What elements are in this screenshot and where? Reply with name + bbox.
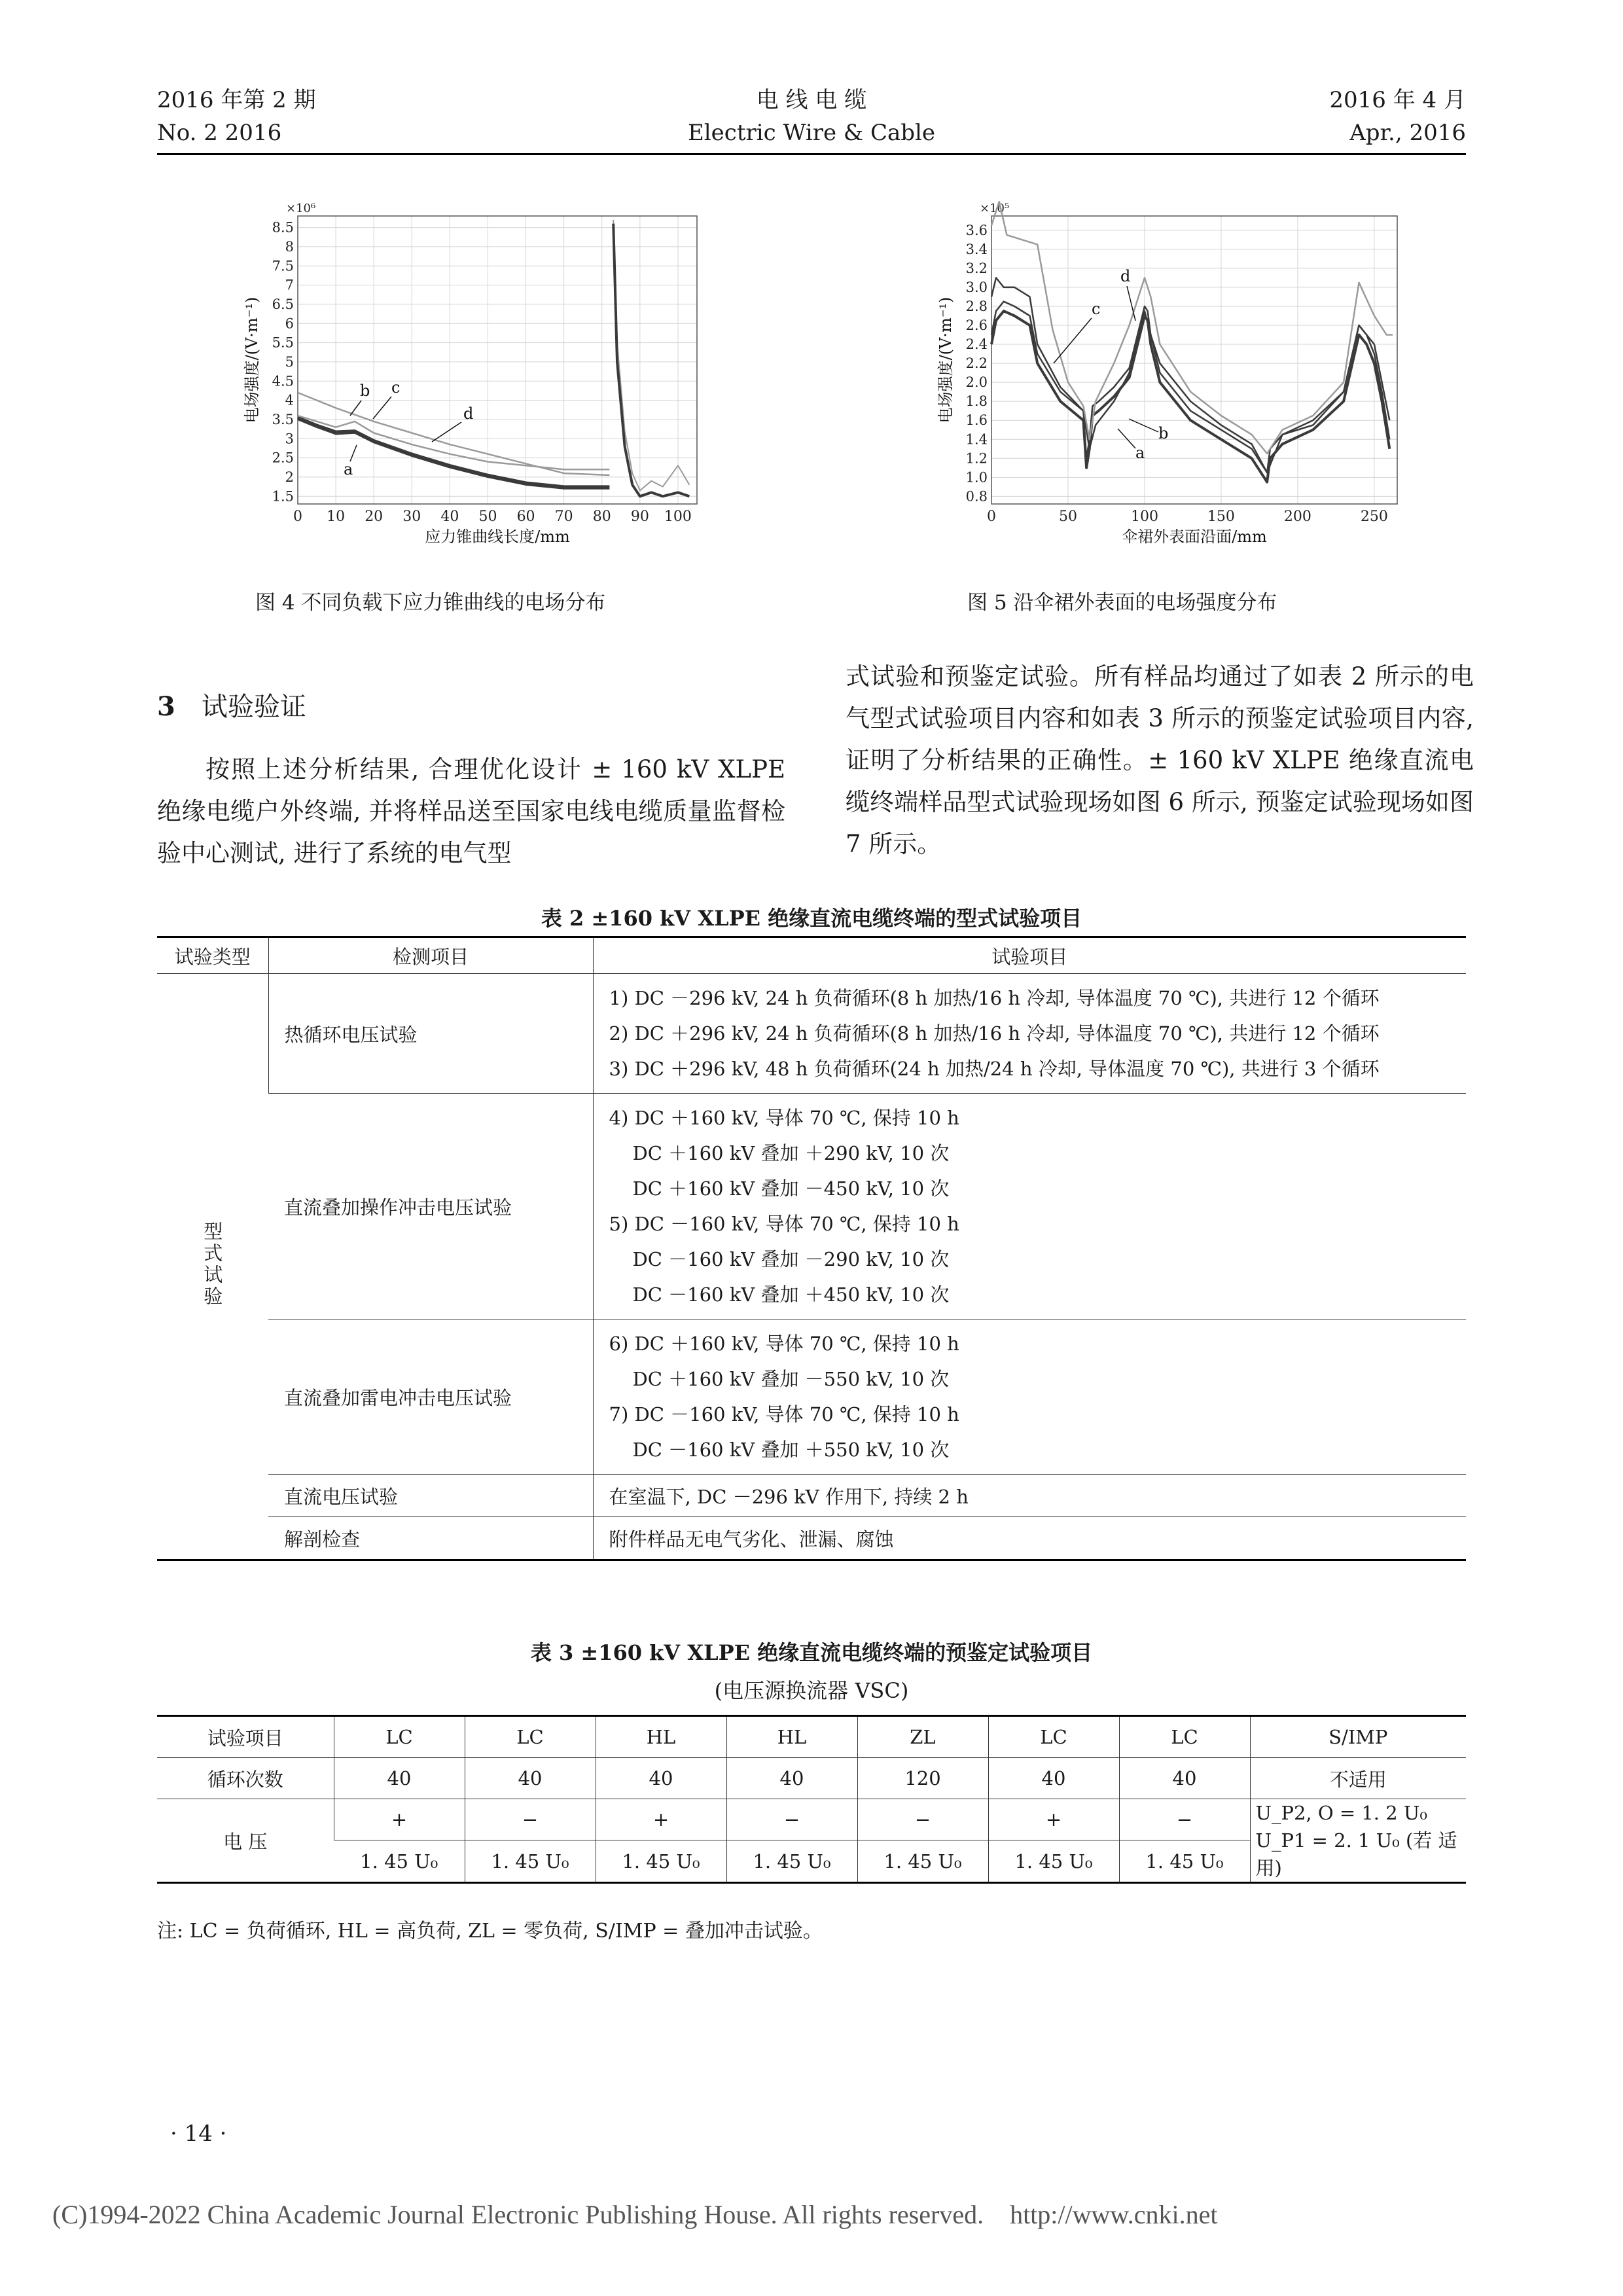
y-tick-label: 5.5 xyxy=(272,334,294,351)
test-item: 6) DC ＋160 kV, 导体 70 ℃, 保持 10 h xyxy=(609,1333,959,1355)
table-cell: + xyxy=(988,1799,1119,1840)
issue-cn: 2016 年第 2 期 xyxy=(157,87,316,113)
journal-name-en: Electric Wire & Cable xyxy=(687,120,936,146)
y-axis-label: 电场强度/(V·m⁻¹) xyxy=(243,296,261,423)
table-cell: 不适用 xyxy=(1250,1758,1466,1799)
x-tick-label: 50 xyxy=(1058,509,1077,525)
table-cell: − xyxy=(857,1799,988,1840)
items-cell xyxy=(593,1319,1466,1475)
section-title: 试验验证 xyxy=(201,692,306,722)
paragraph-left: 按照上述分析结果, 合理优化设计 ± 160 kV XLPE 绝缘电缆户外终端, 并将样品送至国家电线电缆质量监督检验中心测试, 进行了系统的电气型 xyxy=(157,755,785,867)
table-cell: 40 xyxy=(1119,1758,1250,1799)
simp-line: U_P1 = 2. 1 U₀ (若 适 用) xyxy=(1255,1829,1457,1879)
x-tick-label: 0 xyxy=(293,509,302,525)
y-tick-label: 4 xyxy=(285,392,294,408)
table-cell: 40 xyxy=(596,1758,726,1799)
table-cell: 1. 45 U₀ xyxy=(465,1840,596,1883)
table-cell: 1. 45 U₀ xyxy=(596,1840,726,1883)
y-tick-label: 3.5 xyxy=(272,411,294,427)
x-axis-label: 伞裙外表面沿面/mm xyxy=(1122,528,1267,546)
test-item: 3) DC ＋296 kV, 48 h 负荷循环(24 h 加热/24 h 冷却, 导体温度 70 ℃), 共进行 3 个循环 xyxy=(609,1058,1380,1080)
journal-date xyxy=(1073,84,1466,149)
table-cell: S/IMP xyxy=(1250,1716,1466,1758)
row-label: 电 压 xyxy=(157,1799,334,1883)
items-cell: 附件样品无电气劣化、泄漏、腐蚀 xyxy=(593,1517,1466,1560)
y-tick-label: 1.0 xyxy=(965,469,988,486)
table-row xyxy=(157,1716,1466,1758)
issue-en: No. 2 2016 xyxy=(157,120,282,146)
items-cell: 在室温下, DC －296 kV 作用下, 持续 2 h xyxy=(593,1475,1466,1517)
leader-line xyxy=(1127,286,1135,321)
test-item: 1) DC －296 kV, 24 h 负荷循环(8 h 加热/16 h 冷却, 导体温度 70 ℃), 共进行 12 个循环 xyxy=(609,987,1380,1009)
journal-name xyxy=(615,84,1008,149)
figure-4-caption: 图 4 不同负载下应力锥曲线的电场分布 xyxy=(255,591,606,615)
leader-line xyxy=(350,445,357,461)
table-row xyxy=(157,1517,1466,1560)
test-item: 7) DC －160 kV, 导体 70 ℃, 保持 10 h xyxy=(609,1403,959,1426)
table-cell: 40 xyxy=(988,1758,1119,1799)
y-tick-label: 7.5 xyxy=(272,258,294,274)
category-label: 型式试验 xyxy=(201,1221,224,1308)
table-cell: − xyxy=(726,1799,857,1840)
table-cell: LC xyxy=(334,1716,465,1758)
x-tick-label: 100 xyxy=(664,509,692,525)
x-tick-label: 40 xyxy=(440,509,459,525)
curve-label: a xyxy=(344,460,353,478)
y-tick-label: 2 xyxy=(285,469,294,485)
simp-line: U_P2, O = 1. 2 U₀ xyxy=(1255,1802,1427,1824)
x-tick-label: 200 xyxy=(1283,509,1311,525)
x-tick-label: 0 xyxy=(987,509,996,525)
header-check-item: 检测项目 xyxy=(268,937,593,974)
curve-label: c xyxy=(1092,300,1101,318)
table-3-caption-line1: 表 3 ±160 kV XLPE 绝缘直流电缆终端的预鉴定试验项目 xyxy=(530,1640,1093,1665)
exponent-label: ×10⁶ xyxy=(286,202,316,215)
table-cell: LC xyxy=(988,1716,1119,1758)
figure-5-caption: 图 5 沿伞裙外表面的电场强度分布 xyxy=(967,591,1277,615)
y-tick-label: 3.2 xyxy=(965,260,988,276)
table-row xyxy=(157,1319,1466,1475)
plot-frame xyxy=(991,216,1397,504)
table-cell: 40 xyxy=(726,1758,857,1799)
y-tick-label: 1.8 xyxy=(965,393,988,410)
test-item: 2) DC ＋296 kV, 24 h 负荷循环(8 h 加热/16 h 冷却, 导体温度 70 ℃), 共进行 12 个循环 xyxy=(609,1022,1380,1045)
section-heading xyxy=(157,686,306,723)
y-tick-label: 1.6 xyxy=(965,412,988,429)
x-tick-label: 50 xyxy=(478,509,497,525)
exponent-label: ×10⁵ xyxy=(980,202,1010,215)
category-cell xyxy=(157,974,268,1560)
curve-label: a xyxy=(1135,444,1145,462)
y-tick-label: 3.0 xyxy=(965,279,988,295)
table-note: 注: LC = 负荷循环, HL = 高负荷, ZL = 零负荷, S/IMP = 叠加冲击试验。 xyxy=(157,1920,823,1943)
y-tick-label: 2.0 xyxy=(965,374,988,391)
y-tick-label: 5 xyxy=(285,353,294,370)
x-tick-label: 20 xyxy=(365,509,383,525)
simp-cell xyxy=(1250,1799,1466,1883)
project-cell: 直流叠加操作冲击电压试验 xyxy=(268,1094,593,1319)
x-tick-label: 80 xyxy=(592,509,611,525)
items-cell xyxy=(593,974,1466,1094)
figure-4-chart xyxy=(216,196,726,563)
y-tick-label: 6.5 xyxy=(272,296,294,312)
table-cell: 1. 45 U₀ xyxy=(988,1840,1119,1883)
y-tick-label: 2.5 xyxy=(272,450,294,466)
table-cell: 120 xyxy=(857,1758,988,1799)
leader-line xyxy=(373,397,391,419)
leader-line xyxy=(350,401,361,416)
table-cell: 1. 45 U₀ xyxy=(1119,1840,1250,1883)
table-row xyxy=(157,1758,1466,1799)
items-cell xyxy=(593,1094,1466,1319)
y-tick-label: 8.5 xyxy=(272,219,294,236)
journal-issue xyxy=(157,84,550,149)
body-text-right xyxy=(846,656,1474,865)
x-tick-label: 10 xyxy=(327,509,346,525)
y-tick-label: 1.2 xyxy=(965,450,988,467)
curve-label: d xyxy=(1120,267,1131,285)
section-number: 3 xyxy=(157,691,175,722)
curve-label: d xyxy=(463,404,474,423)
table-header-row xyxy=(157,937,1466,974)
table-2 xyxy=(157,936,1466,1561)
table-cell: 1. 45 U₀ xyxy=(857,1840,988,1883)
y-tick-label: 7 xyxy=(285,277,294,293)
date-cn: 2016 年 4 月 xyxy=(1329,87,1466,113)
x-tick-label: 100 xyxy=(1130,509,1158,525)
project-cell: 解剖检查 xyxy=(268,1517,593,1560)
table-cell: 1. 45 U₀ xyxy=(334,1840,465,1883)
header-test-item: 试验项目 xyxy=(593,937,1466,974)
y-tick-label: 0.8 xyxy=(965,488,988,505)
page-number: · 14 · xyxy=(170,2121,227,2147)
y-tick-label: 3.6 xyxy=(965,222,988,238)
project-cell: 热循环电压试验 xyxy=(268,974,593,1094)
project-cell: 直流叠加雷电冲击电压试验 xyxy=(268,1319,593,1475)
y-tick-label: 6 xyxy=(285,315,294,332)
row-label: 循环次数 xyxy=(157,1758,334,1799)
y-tick-label: 3 xyxy=(285,431,294,447)
test-item: 4) DC ＋160 kV, 导体 70 ℃, 保持 10 h xyxy=(609,1107,959,1129)
date-en: Apr., 2016 xyxy=(1349,120,1466,146)
copyright-footer: (C)1994-2022 China Academic Journal Electronic Publishing House. All rights reserved. http://www.cnki.net xyxy=(52,2200,1218,2229)
test-item: DC ＋160 kV 叠加 －450 kV, 10 次 xyxy=(632,1177,950,1200)
y-tick-label: 2.6 xyxy=(965,317,988,333)
figure-5-chart xyxy=(910,196,1414,563)
test-item: 5) DC －160 kV, 导体 70 ℃, 保持 10 h xyxy=(609,1213,959,1235)
leader-line xyxy=(1054,318,1092,363)
table-cell: 1. 45 U₀ xyxy=(726,1840,857,1883)
paragraph-right: 式试验和预鉴定试验。所有样品均通过了如表 2 所示的电气型式试验项目内容和如表 3 所示的预鉴定试验项目内容, 证明了分析结果的正确性。± 160 kV XLPE 绝缘直流电缆终端样品型式试验现场如图 6 所示, 预鉴定试验现场如图 7 所示。 xyxy=(846,662,1474,858)
curve-label: b xyxy=(1158,424,1169,442)
leader-line xyxy=(1118,429,1135,448)
series-line-d xyxy=(991,202,1393,454)
y-tick-label: 2.2 xyxy=(965,355,988,372)
x-tick-label: 30 xyxy=(402,509,421,525)
x-tick-label: 60 xyxy=(516,509,535,525)
table-cell: LC xyxy=(465,1716,596,1758)
table-row xyxy=(157,1094,1466,1319)
y-tick-label: 2.4 xyxy=(965,336,988,353)
test-item: DC ＋160 kV 叠加 －550 kV, 10 次 xyxy=(632,1368,950,1390)
y-tick-label: 8 xyxy=(285,238,294,255)
y-tick-label: 3.4 xyxy=(965,241,988,257)
table-cell: − xyxy=(1119,1799,1250,1840)
table-cell: + xyxy=(596,1799,726,1840)
y-tick-label: 2.8 xyxy=(965,298,988,314)
plot-frame xyxy=(298,216,697,504)
table-3 xyxy=(157,1715,1466,1884)
y-tick-label: 4.5 xyxy=(272,373,294,389)
curve-label: b xyxy=(360,382,370,400)
x-tick-label: 150 xyxy=(1207,509,1235,525)
y-tick-label: 1.4 xyxy=(965,431,988,448)
test-item: DC －160 kV 叠加 ＋450 kV, 10 次 xyxy=(632,1283,950,1306)
table-row xyxy=(157,1475,1466,1517)
table-2-caption: 表 2 ±160 kV XLPE 绝缘直流电缆终端的型式试验项目 xyxy=(541,906,1082,931)
x-axis-label: 应力锥曲线长度/mm xyxy=(425,528,570,546)
table-3-caption xyxy=(157,1636,1466,1704)
y-axis-label: 电场强度/(V·m⁻¹) xyxy=(936,296,955,423)
table-cell: HL xyxy=(596,1716,726,1758)
table-cell: HL xyxy=(726,1716,857,1758)
leader-line xyxy=(1129,419,1158,432)
table-cell: LC xyxy=(1119,1716,1250,1758)
y-tick-label: 1.5 xyxy=(272,488,294,505)
table-cell: + xyxy=(334,1799,465,1840)
table-cell: − xyxy=(465,1799,596,1840)
test-item: DC －160 kV 叠加 －290 kV, 10 次 xyxy=(632,1248,950,1270)
x-tick-label: 70 xyxy=(554,509,573,525)
body-text-left xyxy=(157,749,785,874)
table-3-caption-line2: (电压源换流器 VSC) xyxy=(714,1678,909,1703)
table-row xyxy=(157,974,1466,1094)
test-item: DC ＋160 kV 叠加 ＋290 kV, 10 次 xyxy=(632,1142,950,1164)
header-rule xyxy=(157,153,1466,155)
test-item: DC －160 kV 叠加 ＋550 kV, 10 次 xyxy=(632,1439,950,1461)
table-cell: 40 xyxy=(334,1758,465,1799)
table-cell: ZL xyxy=(857,1716,988,1758)
curve-label: c xyxy=(391,378,401,397)
table-cell: 40 xyxy=(465,1758,596,1799)
header-test-type: 试验类型 xyxy=(157,937,268,974)
journal-name-cn: 电 线 电 缆 xyxy=(756,87,867,113)
x-tick-label: 250 xyxy=(1360,509,1388,525)
project-cell: 直流电压试验 xyxy=(268,1475,593,1517)
table-row xyxy=(157,1799,1466,1840)
row-label: 试验项目 xyxy=(157,1716,334,1758)
x-tick-label: 90 xyxy=(630,509,649,525)
